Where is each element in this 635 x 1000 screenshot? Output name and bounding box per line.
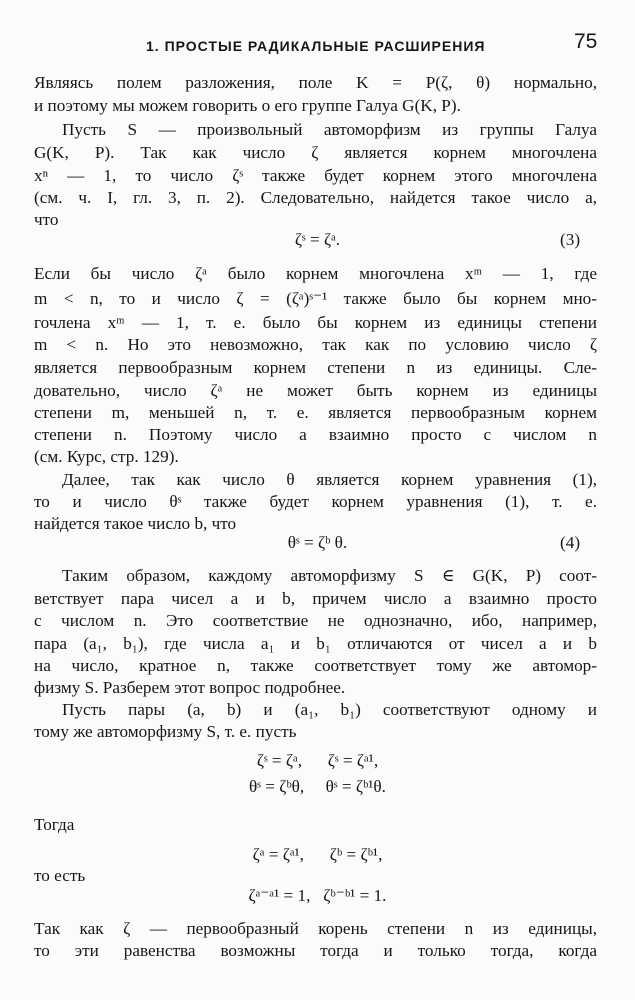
running-title: 1. ПРОСТЫЕ РАДИКАЛЬНЫЕ РАСШИРЕНИЯ [146,38,486,54]
text-line: степени n. Поэтому число a взаимно просто с числом n [34,425,597,444]
equation-number-3: (3) [560,230,581,249]
text-line: xⁿ — 1, то число ζˢ также будет корнем этого многочлена [34,166,597,185]
text-line: на число, кратное n, также соответствует тому же автомор- [34,656,597,675]
text-line: является первообразным корнем степени n из единицы. Сле- [34,358,597,377]
text-line: m < n, то и число ζ = (ζᵃ)ˢ⁻¹ также было бы корнем мно- [34,289,597,308]
text-line: m < n. Но это невозможно, так как по условию число ζ [34,335,597,354]
equation-number-4: (4) [560,533,581,552]
equation-3: ζˢ = ζᵃ. [294,230,341,249]
text-line: степени m, меньшей n, т. е. является первообразным корнем [34,403,597,422]
formula-line: ζᵃ⁻ᵃ¹ = 1, ζᵇ⁻ᵇ¹ = 1. [248,886,387,905]
text-line: Таким образом, каждому автоморфизму S ∈ G(K, P) соот- [62,566,597,585]
text-line: Являясь полем разложения, поле K = P(ζ, θ) нормально, [34,73,597,92]
formula-line: ζᵃ = ζᵃ¹, ζᵇ = ζᵇ¹, [252,845,383,864]
text-line: гочлена xᵐ — 1, т. е. было бы корнем из единицы степени [34,313,597,332]
text-line: то эти равенства возможны тогда и только тогда, когда [34,941,597,960]
text-line: ветствует пара чисел a и b, причем число a взаимно просто [34,589,597,608]
text-line: тому же автоморфизму S, т. е. пусть [34,722,297,741]
text-line: Так как ζ — первообразный корень степени n из единицы, [34,919,597,938]
text-line: G(K, P). Так как число ζ является корнем многочлена [34,143,597,162]
page-number: 75 [574,30,598,53]
formula-line: θˢ = ζᵇθ, θˢ = ζᵇ¹θ. [249,777,386,796]
text-line: и поэтому мы можем говорить о его группе Галуа G(K, P). [34,96,461,115]
text-line: Пусть пары (a, b) и (a₁, b₁) соответствуют одному и [62,700,597,719]
text-line: с числом n. Это соответствие не однозначно, ибо, например, [34,611,597,630]
text-line: найдется такое число b, что [34,514,237,533]
text-line: что [34,210,59,229]
text-line: пара (a₁, b₁), где числа a₁ и b₁ отличаются от чисел a и b [34,634,597,653]
text-line: Далее, так как число θ является корнем уравнения (1), [62,470,597,489]
text-line: то и число θˢ также будет корнем уравнения (1), т. е. [34,492,597,511]
equation-4: θˢ = ζᵇ θ. [287,533,348,552]
text-line: Если бы число ζᵃ было корнем многочлена xᵐ — 1, где [34,264,597,283]
text-line: довательно, число ζᵃ не может быть корнем из единицы [34,381,597,400]
page-header [0,26,635,60]
formula-line: ζˢ = ζᵃ, ζˢ = ζᵃ¹, [256,751,379,770]
text-line: Пусть S — произвольный автоморфизм из группы Галуа [62,120,597,139]
text-line: то есть [34,866,86,885]
text-line: (см. Курс, стр. 129). [34,447,179,466]
text-line: Тогда [34,815,75,834]
text-line: физму S. Разберем этот вопрос подробнее. [34,678,346,697]
text-line: (см. ч. I, гл. 3, п. 2). Следовательно, найдется такое число a, [34,188,597,207]
